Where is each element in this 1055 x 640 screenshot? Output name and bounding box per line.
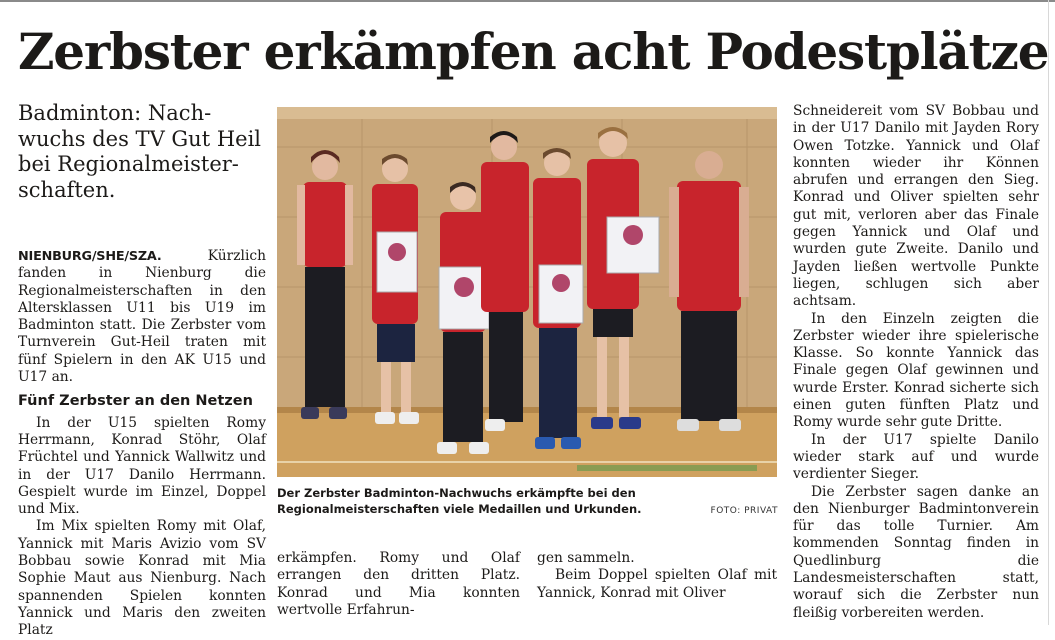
paragraph-doppel: Schneidereit vom SV Bobbau und in der U17 Danilo mit Jayden Rory Owen Totzke. Yannick und Olaf konnten wieder ihr Können abrufen und errangen den Sieg. Konrad und Oliver spielten sehr gut mit, verloren aber das Finale gegen Yannick und Olaf und wurden gute Zweite. Danilo und Jayden ließen wertvolle Punkte liegen, schlugen sich aber achtsam. xyxy=(793,103,1039,310)
column-rule xyxy=(1048,0,1049,625)
paragraph-einzel: In den Einzeln zeigten die Zerbster wieder ihre spielerische Klasse. So konnte Yannick das Finale gegen Olaf gewinnen und wurde Erster. Konrad sicherte sich einen guten fünften Platz und Romy wurde sehr gute Dritte. xyxy=(793,310,1039,431)
top-rule xyxy=(0,0,1055,2)
paragraph-col3-a: gen sammeln. xyxy=(537,550,635,566)
paragraph-u17: In der U17 spielte Danilo wieder stark auf und wurde verdienter Sieger. xyxy=(793,431,1039,483)
subheadline: Badminton: Nach-wuchs des TV Gut Heil bei Regionalmeister-schaften. xyxy=(18,101,261,202)
photo-credit: FOTO: PRIVAT xyxy=(710,506,778,516)
article-column-2 xyxy=(277,550,520,619)
article-column-1 xyxy=(18,248,266,640)
paragraph-dank: Die Zerbster sagen danke an den Nienburger Badmintonverein für das tolle Turnier. Am kommenden Sonntag finden in Quedlinburg die Landesmeisterschaften statt, worauf sich die Zerbster nun fleißig vorbereiten werden. xyxy=(793,483,1039,621)
paragraph-u15: In der U15 spielten Romy Herrmann, Konrad Stöhr, Olaf Früchtel und Yannick Wallwitz und in der U17 Danilo Herrmann. Gespielt wurde im Einzel, Doppel und Mix. xyxy=(18,414,266,518)
team-photo xyxy=(277,107,777,477)
paragraph-col3-b: Beim Doppel spielten Olaf mit Yannick, Konrad mit Oliver xyxy=(537,567,777,601)
article-column-4 xyxy=(793,103,1039,622)
photo-caption: Der Zerbster Badminton-Nachwuchs erkämpfte bei den Regionalmeisterschaften viele Medaillen und Urkunden. xyxy=(277,486,642,516)
lead-paragraph xyxy=(18,248,266,386)
lead-text: Kürzlich fanden in Nienburg die Regionalmeisterschaften in den Altersklassen U11 bis U19 im Badminton statt. Die Zerbster vom Turnverein Gut-Heil traten mit fünf Spielern in den AK U15 und U17 an. xyxy=(18,248,266,386)
dateline: NIENBURG/SHE/SZA. xyxy=(18,249,162,264)
article-column-3 xyxy=(537,550,777,602)
headline: Zerbster erkämpfen acht Podestplätze xyxy=(18,22,1049,81)
paragraph-mix: Im Mix spielten Romy mit Olaf, Yannick mit Maris Avizio vom SV Bobbau sowie Konrad mit Mia Sophie Maut aus Nienburg. Nach spannenden Spielen konnten Yannick und Maris den zweiten Platz xyxy=(18,518,266,639)
crosshead: Fünf Zerbster an den Netzen xyxy=(18,393,253,410)
paragraph-col2: erkämpfen. Romy und Olaf errangen den dritten Platz. Konrad und Mia konnten wertvolle Erfahrun- xyxy=(277,550,520,618)
